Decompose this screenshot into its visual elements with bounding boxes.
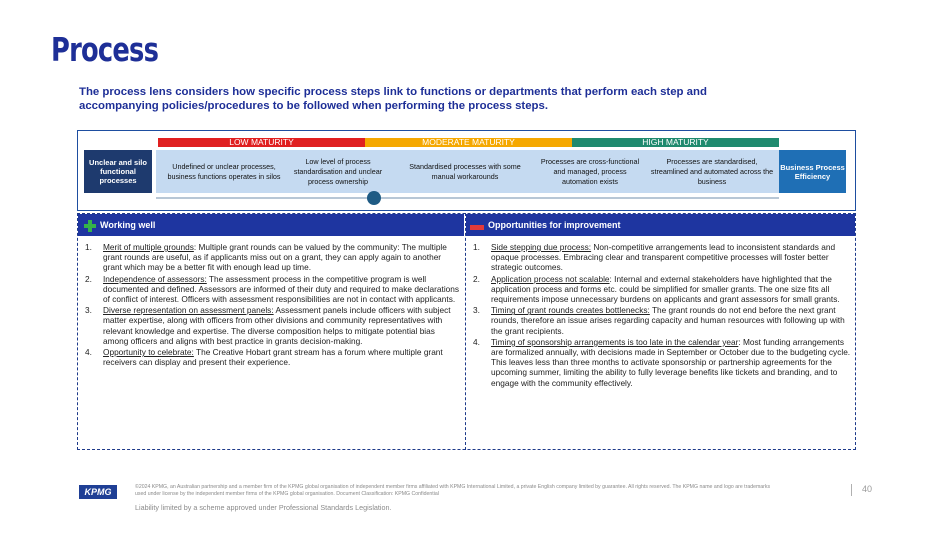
minus-icon xyxy=(470,225,484,230)
maturity-level-2: Low level of process standardisation and unclear process ownership xyxy=(293,156,383,186)
list-item: 2. Application process not scalable: Internal and external stakeholders have highlighted that the application process and forms etc. could be simplified for smaller grants. The one size fits all requirements impose unnecessary burdens on applicants and grant assessors for small grants. xyxy=(473,273,840,305)
page-number-divider xyxy=(851,484,852,496)
moderate-maturity-bar: MODERATE MATURITY xyxy=(365,138,572,147)
list-item: 2. Independence of assessors: The assessment process in the competitive program is well documented and defined. Assessors are informed of their duty and required to make declarations of conflict of interest. Officers with assessment responsibilities are not in contact with applicants. xyxy=(85,273,460,305)
plus-icon xyxy=(84,220,96,232)
panel-divider xyxy=(465,213,466,450)
maturity-end-box: Business Process Efficiency xyxy=(779,150,846,193)
opportunities-header xyxy=(466,214,855,236)
page-subtitle: The process lens considers how specific process steps link to functions or departments that perform each step and accompanying policies/procedures to be followed when performing the process steps. xyxy=(79,86,707,112)
list-item: 4. Timing of sponsorship arrangements is too late in the calendar year: Most funding arrangements are formalized annually, with decisions made in September or October due to the budgeting cycle. This leaves less than three months to activate sponsorship or partnership agreements for the upcoming summer, limiting the ability to fully leverage benefits like tickets and branding, and to engage with the community effectively. xyxy=(473,336,851,388)
opportunities-label: Opportunities for improvement xyxy=(488,220,621,230)
list-item: 1. Side stepping due process: Non-competitive arrangements lead to inconsistent standards and opaque processes. Embracing clear and transparent competitive processes will foster better strategic outcomes. xyxy=(473,242,836,273)
working-well-list xyxy=(85,242,460,368)
opportunities-list xyxy=(473,242,851,389)
page-number: 40 xyxy=(862,484,873,494)
page-title: Process xyxy=(51,30,159,69)
liability-statement: Liability limited by a scheme approved under Professional Standards Legislation. xyxy=(135,503,392,512)
working-well-header xyxy=(78,214,464,236)
maturity-track xyxy=(156,197,779,199)
list-item: 1. Merit of multiple grounds: Multiple grant rounds can be valued by the community: The multiple grant rounds are useful, as if applicants miss out on a grant, they can apply again to another grant which may be a better fit with enough lead up time. xyxy=(85,242,447,273)
maturity-level-5: Processes are standardised, streamlined and automated across the business xyxy=(650,156,774,186)
working-well-label: Working well xyxy=(100,220,156,230)
list-item: 3. Diverse representation on assessment panels: Assessment panels include officers with subject matter expertise, along with officers from other divisions and community representatives with relevant knowledge and expertise. The diverse composition helps to mitigate potential bias among officers and aligns with best practice in grants decision-making. xyxy=(85,305,451,346)
high-maturity-bar: HIGH MATURITY xyxy=(572,138,779,147)
legal-fine-print: ©2024 KPMG, an Australian partnership and a member firm of the KPMG global organisation of independent member firms affiliated with KPMG International Limited, a private English company limited by guarantee. All rights reserved. The KPMG name and logo are trademarks used under license by the independent member firms of the KPMG global organisation. Document Classification: KPMG Confidential xyxy=(135,484,771,497)
maturity-level-4: Processes are cross-functional and managed, process automation exists xyxy=(540,156,640,186)
maturity-start-box: Unclear and silo functional processes xyxy=(84,150,152,193)
maturity-level-1: Undefined or unclear processes, business functions operates in silos xyxy=(167,161,281,181)
kpmg-logo: KPMG xyxy=(79,485,117,499)
list-item: 4. Opportunity to celebrate: The Creative Hobart grant stream has a forum where multiple grant receivers can display and present their experience. xyxy=(85,347,443,368)
low-maturity-bar: LOW MATURITY xyxy=(158,138,365,147)
maturity-level-3: Standardised processes with some manual workarounds xyxy=(409,161,521,181)
list-item: 3. Timing of grant rounds creates bottlenecks: The grant rounds do not end before the next grant rounds, therefore an issue arises regarding capacity and human resources with following up with the grant recipients. xyxy=(473,305,845,336)
current-maturity-marker xyxy=(367,191,381,205)
